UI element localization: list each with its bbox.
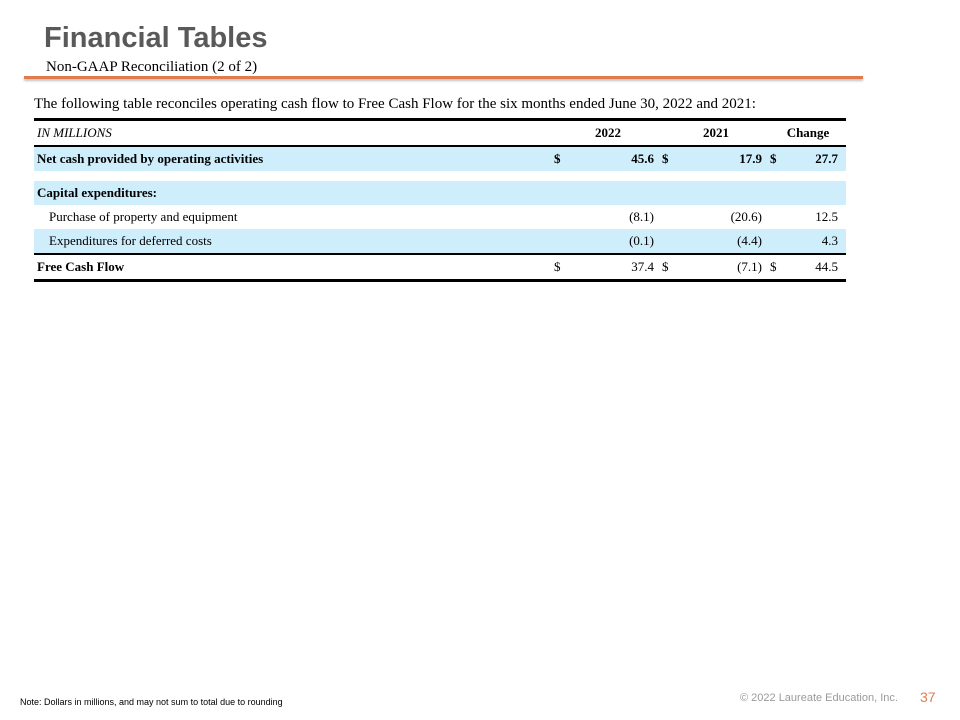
table-row (34, 229, 846, 254)
value-2021: (7.1) (688, 254, 770, 281)
copyright-text: © 2022 Laureate Education, Inc. (740, 692, 898, 704)
table-row (34, 146, 846, 171)
currency-symbol: $ (662, 146, 688, 171)
title-divider (24, 76, 863, 79)
table-row (34, 181, 846, 205)
value-change: 44.5 (796, 254, 846, 281)
value-2022: (0.1) (580, 229, 662, 254)
currency-symbol: $ (770, 254, 796, 281)
currency-symbol: $ (662, 254, 688, 281)
value-2022: 45.6 (580, 146, 662, 171)
value-change: 12.5 (815, 209, 838, 224)
total-row (34, 254, 846, 281)
intro-text: The following table reconciles operating cash flow to Free Cash Flow for the six months ended June 30, 2022 and 2021: (34, 96, 756, 112)
footnote: Note: Dollars in millions, and may not sum to total due to rounding (20, 697, 283, 707)
table-header-row (34, 120, 846, 147)
value-change: 27.7 (796, 146, 846, 171)
spacer-row (34, 171, 846, 181)
row-label: Purchase of property and equipment (49, 209, 238, 224)
value-2021: (20.6) (730, 209, 762, 224)
column-header-2022: 2022 (554, 120, 662, 147)
page-subtitle: Non-GAAP Reconciliation (2 of 2) (46, 59, 258, 75)
value-change: 4.3 (796, 229, 846, 254)
currency-symbol: $ (554, 146, 580, 171)
row-label: Net cash provided by operating activities (34, 146, 554, 171)
currency-symbol: $ (554, 254, 580, 281)
value-2022: (8.1) (629, 209, 654, 224)
column-header-change: Change (770, 120, 846, 147)
currency-symbol: $ (770, 146, 796, 171)
value-2021: 17.9 (688, 146, 770, 171)
units-label: IN MILLIONS (34, 120, 554, 147)
free-cash-flow-table (34, 118, 846, 282)
row-label: Expenditures for deferred costs (34, 229, 554, 254)
section-label: Capital expenditures: (34, 181, 846, 205)
value-2021: (4.4) (688, 229, 770, 254)
page-number: 37 (920, 689, 936, 705)
page-title: Financial Tables (44, 22, 268, 54)
table-row (34, 205, 846, 229)
value-2022: 37.4 (580, 254, 662, 281)
row-label: Free Cash Flow (34, 254, 554, 281)
column-header-2021: 2021 (662, 120, 770, 147)
